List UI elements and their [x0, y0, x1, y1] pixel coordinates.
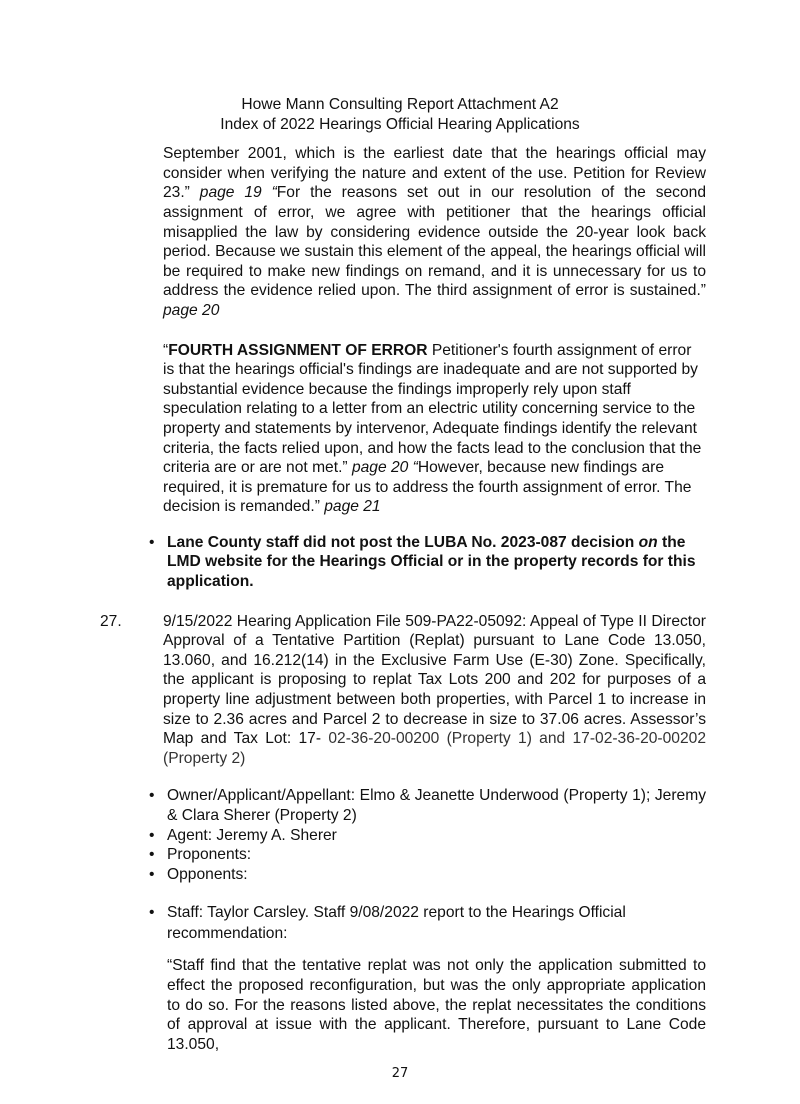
- item-27: [100, 612, 706, 769]
- staff-bullet: [149, 902, 667, 944]
- text: the LMD website for the Hearings Official or in the property records for this application.: [167, 533, 696, 591]
- list-item: [149, 786, 706, 825]
- page-header: [0, 95, 800, 134]
- list-item: [149, 826, 706, 846]
- text: Agent: Jeremy A. Sherer: [167, 826, 337, 844]
- page-ref: page 20 “: [351, 459, 418, 477]
- text: For the reasons set out in our resolution of the second assignment of error, we agree with petitioner that the hearings official misapplied the law by considering evidence outside the 20-year look back period. Because we sustain this element of the appeal, the hearings official will be required to make new findings on remand, and it is unnecessary for us to address the evidence relied upon. The third assignment of error is sustained.”: [163, 184, 706, 300]
- heading: FOURTH ASSIGNMENT OF ERROR: [168, 341, 428, 359]
- page-number: 27: [391, 1066, 409, 1082]
- text: Opponents:: [167, 865, 248, 883]
- header-line-2: Index of 2022 Hearings Official Hearing Applications: [220, 115, 580, 133]
- text: Lane County staff did not post the LUBA No. 2023-087 decision: [167, 533, 639, 551]
- text: on: [638, 533, 658, 551]
- bullet-icon: •: [149, 904, 155, 922]
- text: Owner/Applicant/Appellant: Elmo & Jeanette Underwood (Property 1); Jeremy & Clara Sherer (Property 2): [167, 787, 706, 824]
- quote-paragraph-third-error: [163, 144, 706, 320]
- bullet-icon: •: [149, 533, 155, 551]
- bold-bullet: [149, 533, 706, 592]
- header-line-1: Howe Mann Consulting Report Attachment A2: [241, 96, 559, 113]
- item-number: 27.: [100, 612, 122, 630]
- bullet-icon: •: [149, 787, 155, 805]
- text: “: [163, 341, 169, 359]
- text: However, because new findings are required, it is premature for us to address the fourth assignment of error. The decision is remanded.”: [163, 459, 692, 516]
- quote-paragraph-fourth-error: [163, 341, 706, 517]
- bullet-icon: •: [149, 865, 155, 883]
- bullet-icon: •: [149, 826, 155, 844]
- page-ref: page 19 “: [199, 184, 277, 202]
- bullet-icon: •: [149, 846, 155, 864]
- list-item: [149, 865, 706, 885]
- item-27-bullets: [149, 786, 706, 884]
- item-27-text: 9/15/2022 Hearing Application File 509-PA22-05092: Appeal of Type II Director Approval of a Tentative Partition (Replat) pursuant to Lane Code 13.050, 13.060, and 16.212(14) in the Exclusive Farm Use (E-30) Zone. Specifically, the applicant is proposing to replat Tax Lots 200 and 202 for purposes of a property line adjustment between both properties, with Parcel 1 to increase in size to 2.36 acres and Parcel 2 to decrease in size to 37.06 acres. Assessor’s Map and Tax Lot: 17-: [163, 612, 706, 748]
- text: Staff: Taylor Carsley. Staff 9/08/2022 report to the Hearings Official recommendation:: [167, 904, 626, 943]
- text: Proponents:: [167, 846, 252, 864]
- list-item: [149, 845, 706, 865]
- page-ref: page 20: [163, 301, 220, 319]
- text: September 2001, which is the earliest date that the hearings official may consider when verifying the nature and extent of the use. Petition for Review 23.”: [163, 145, 706, 202]
- page-ref: page 21: [324, 498, 381, 516]
- text: Petitioner's fourth assignment of error is that the hearings official's findings are inadequate and are not supported by substantial evidence because the findings improperly rely upon staff speculation relating to a letter from an electric utility concerning service to the property and statements by intervenor, Adequate findings identify the relevant criteria, the facts relied upon, and how the facts lead to the conclusion that the criteria are or are not met.”: [163, 341, 702, 477]
- staff-quote: “Staff find that the tentative replat was not only the application submitted to effect the proposed reconfiguration, but was the only appropriate application to do so. For the reasons listed above, the replat necessitates the conditions of approval at issue with the applicant. Therefore, pursuant to Lane Code 13.050,: [167, 957, 706, 1053]
- item-27-tax-lots: 02-36-20-00200 (Property 1) and 17-02-36-20-00202 (Property 2): [163, 730, 706, 767]
